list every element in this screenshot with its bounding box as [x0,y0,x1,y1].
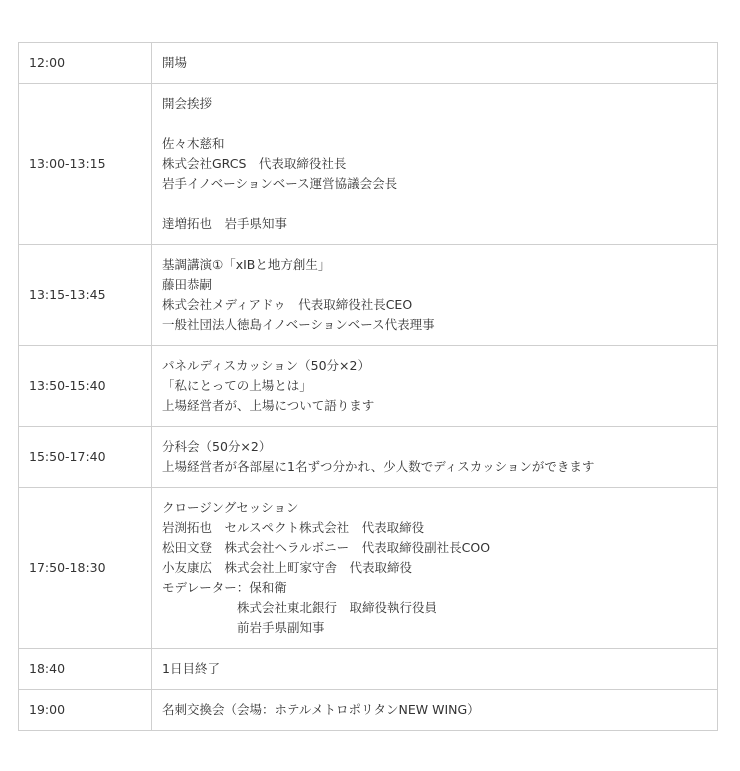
program-line: 前岩手県副知事 [162,620,325,635]
table-row [19,488,718,649]
program-line: 達増拓也 岩手県知事 [162,216,288,231]
time-cell: 18:40 [19,649,152,690]
program-line: 株式会社GRCS 代表取締役社長 [162,156,347,171]
program-line: 松田文登 株式会社ヘラルボニー 代表取締役副社長COO [162,540,491,555]
schedule-table [18,42,718,731]
time-cell: 19:00 [19,690,152,731]
program-cell [152,427,718,488]
program-line [162,194,707,214]
program-line: 基調講演①「xIBと地方創生」 [162,257,331,272]
program-cell [152,488,718,649]
program-line: 岩渕拓也 セルスペクト株式会社 代表取締役 [162,520,425,535]
program-line: 1日目終了 [162,661,220,676]
program-cell [152,43,718,84]
program-line: モデレーター：保和衛 [162,580,287,595]
program-line: 名刺交換会（会場：ホテルメトロポリタンNEW WING） [162,702,480,717]
program-line: パネルディスカッション（50分×2） [162,358,370,373]
program-cell [152,245,718,346]
table-row [19,427,718,488]
program-line: 株式会社メディアドゥ 代表取締役社長CEO [162,297,413,312]
time-cell: 17:50-18:30 [19,488,152,649]
program-line: 一般社団法人徳島イノベーションベース代表理事 [162,317,435,332]
program-cell [152,84,718,245]
program-line [162,114,707,134]
time-cell: 13:50-15:40 [19,346,152,427]
table-row [19,245,718,346]
program-line: 岩手イノベーションベース運営協議会会長 [162,176,398,191]
table-row [19,690,718,731]
program-line: クロージングセッション [162,500,299,515]
program-cell [152,346,718,427]
program-line: 株式会社東北銀行 取締役執行役員 [162,600,438,615]
program-line: 佐々木慈和 [162,136,225,151]
program-line: 「私にとっての上場とは」 [162,378,312,393]
table-row [19,649,718,690]
table-row [19,43,718,84]
table-row [19,346,718,427]
program-cell [152,690,718,731]
program-line: 開場 [162,55,188,70]
table-row [19,84,718,245]
program-line: 分科会（50分×2） [162,439,272,454]
time-cell: 12:00 [19,43,152,84]
program-line: 上場経営者が各部屋に1名ずつ分かれ、少人数でディスカッションができます [162,459,595,474]
program-line: 小友康広 株式会社上町家守舎 代表取締役 [162,560,413,575]
time-cell: 15:50-17:40 [19,427,152,488]
time-cell: 13:15-13:45 [19,245,152,346]
time-cell: 13:00-13:15 [19,84,152,245]
program-cell [152,649,718,690]
program-line: 開会挨拶 [162,96,213,111]
program-line: 上場経営者が、上場について語ります [162,398,375,413]
program-line: 藤田恭嗣 [162,277,213,292]
